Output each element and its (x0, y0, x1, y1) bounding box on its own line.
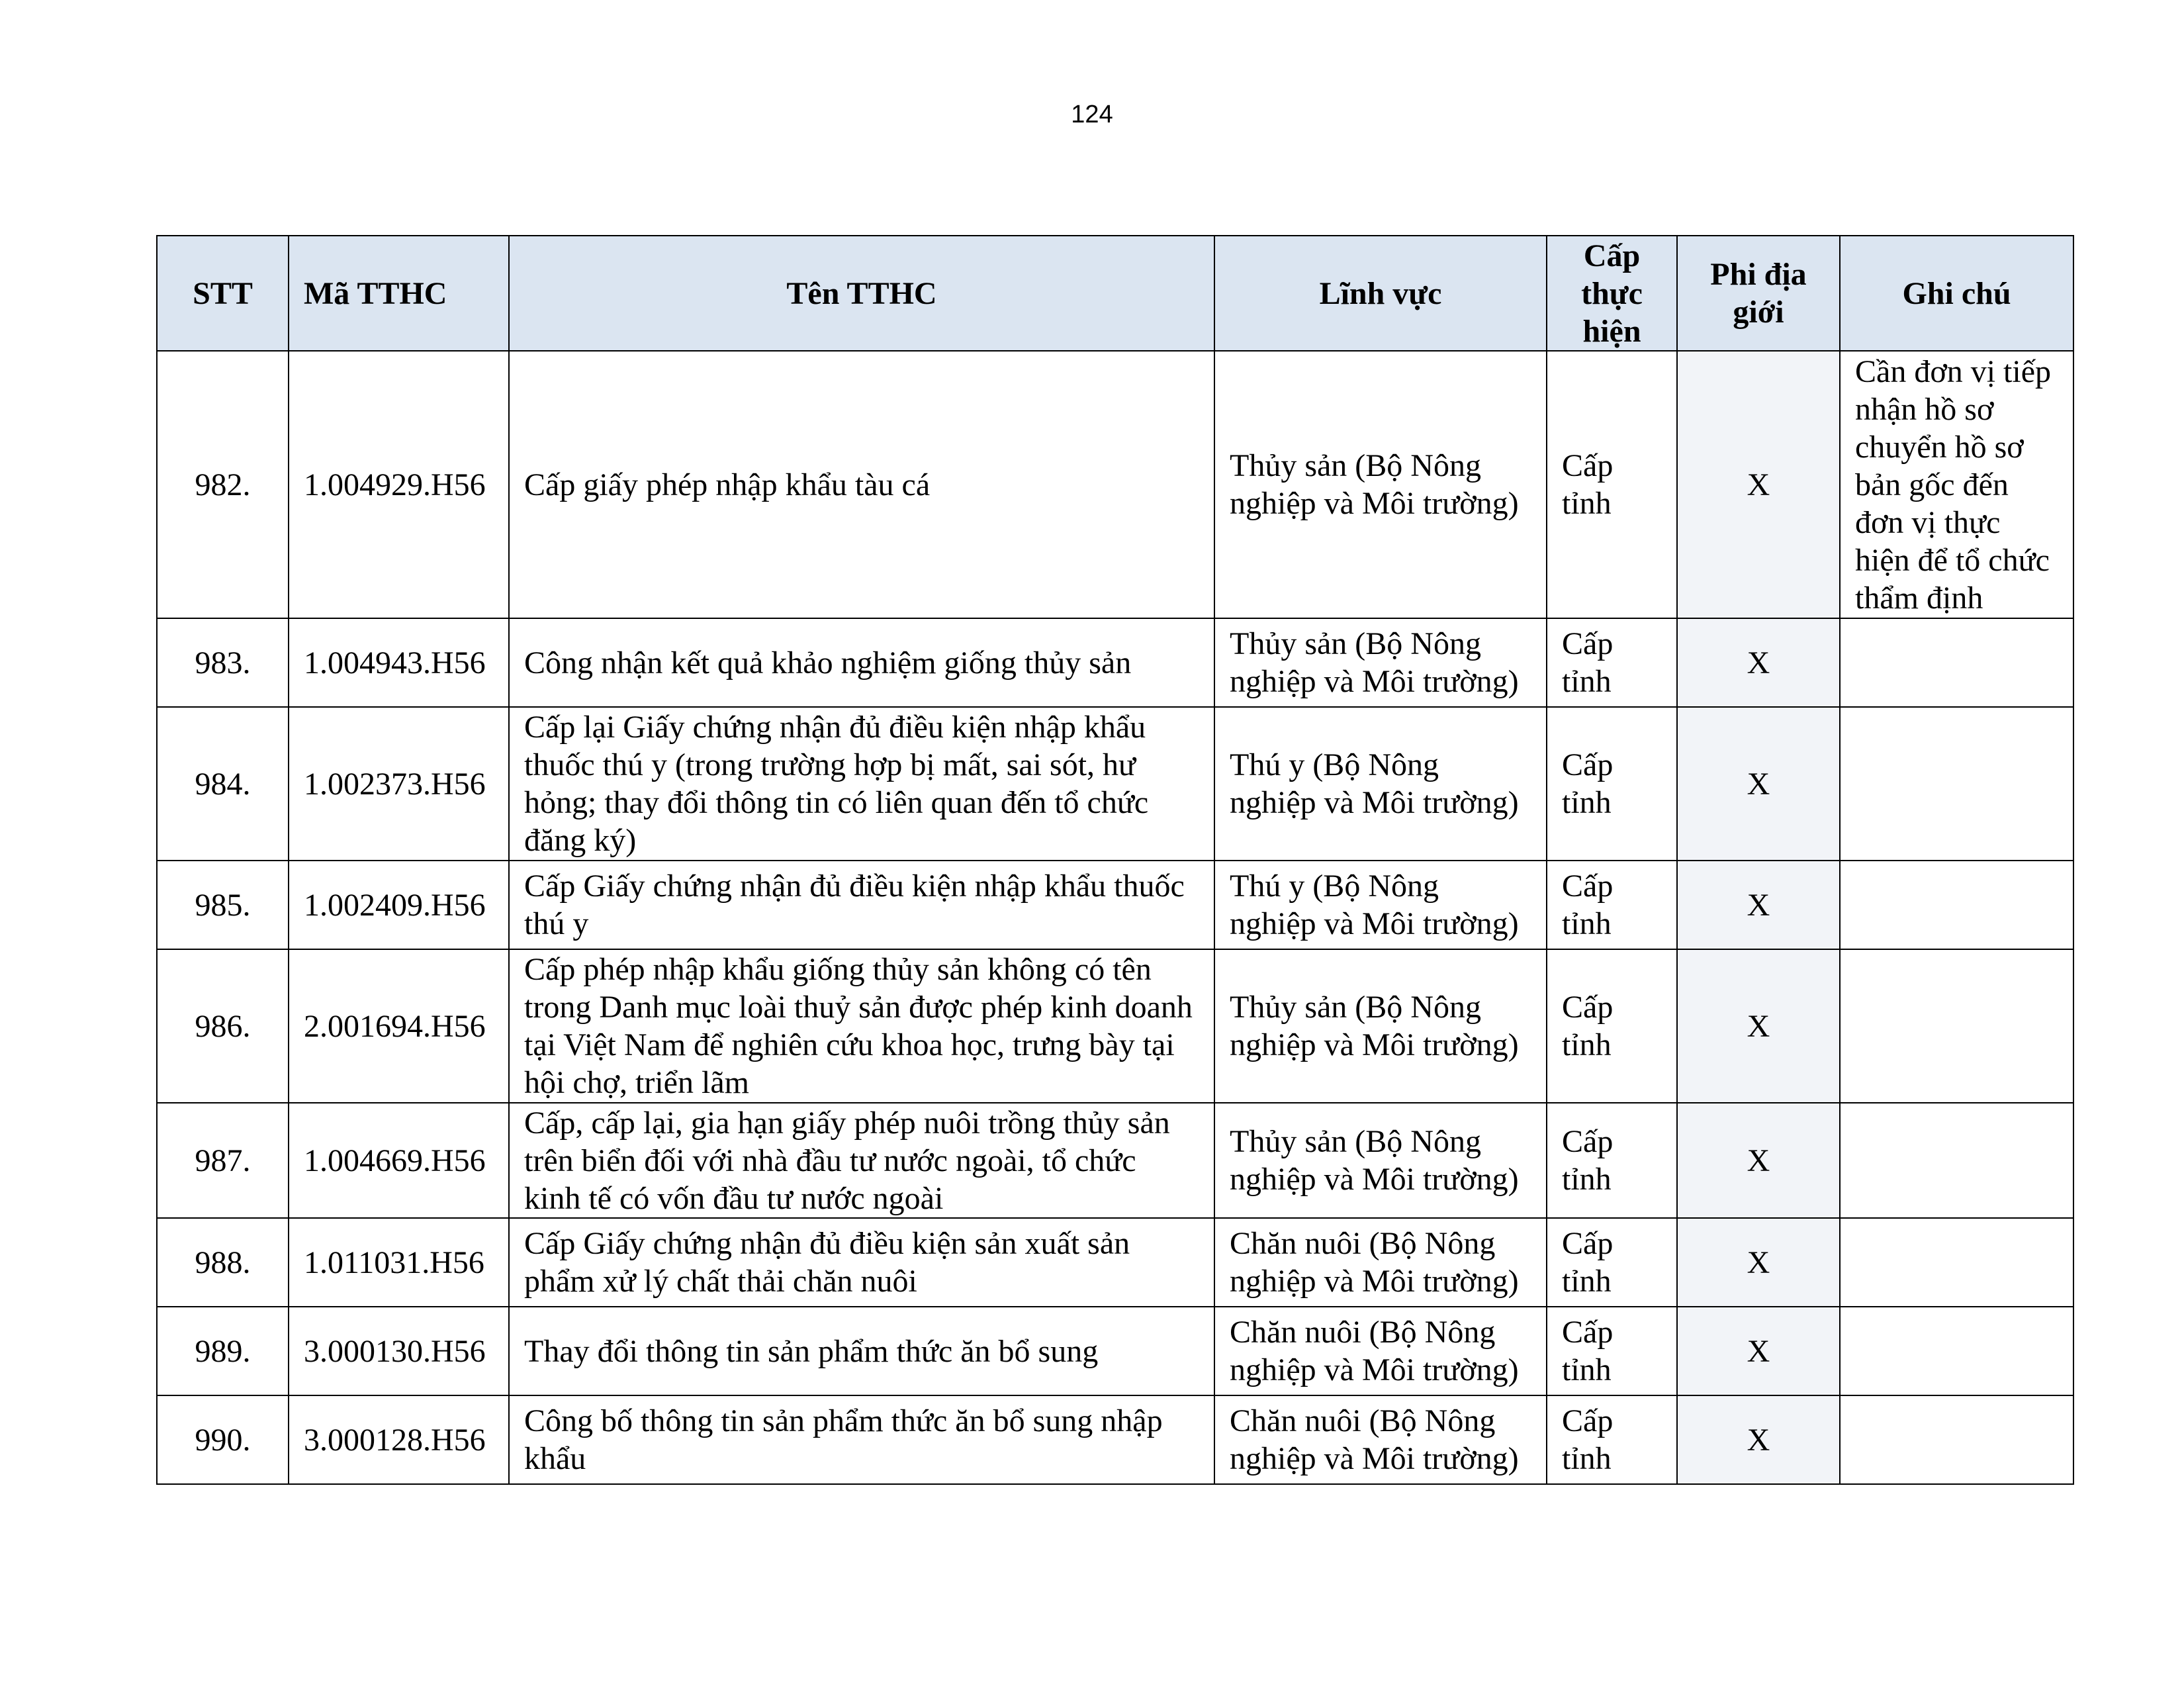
header-ghi-chu: Ghi chú (1840, 236, 2073, 351)
cell-cap-thuc-hien: Cấp tỉnh (1547, 707, 1677, 861)
cell-phi-dia-gioi: X (1677, 1395, 1840, 1484)
cell-phi-dia-gioi: X (1677, 707, 1840, 861)
cell-linh-vuc: Thú y (Bộ Nông nghiệp và Môi trường) (1214, 707, 1547, 861)
cell-ten-tthc: Cấp lại Giấy chứng nhận đủ điều kiện nhập khẩu thuốc thú y (trong trường hợp bị mất, sai sót, hư hỏng; thay đổi thông tin có liên quan đến tổ chức đăng ký) (509, 707, 1214, 861)
cell-stt: 986. (157, 949, 289, 1103)
cell-cap-thuc-hien: Cấp tỉnh (1547, 1103, 1677, 1218)
cell-ghi-chu (1840, 861, 2073, 949)
header-ten-tthc: Tên TTHC (509, 236, 1214, 351)
cell-phi-dia-gioi: X (1677, 949, 1840, 1103)
cell-ghi-chu (1840, 618, 2073, 707)
cell-ghi-chu: Cần đơn vị tiếp nhận hồ sơ chuyển hồ sơ bản gốc đến đơn vị thực hiện để tổ chức thẩm định (1840, 351, 2073, 618)
header-ma-tthc: Mã TTHC (289, 236, 509, 351)
cell-linh-vuc: Chăn nuôi (Bộ Nông nghiệp và Môi trường) (1214, 1395, 1547, 1484)
cell-ma-tthc: 1.011031.H56 (289, 1218, 509, 1307)
cell-ma-tthc: 1.004669.H56 (289, 1103, 509, 1218)
cell-linh-vuc: Thủy sản (Bộ Nông nghiệp và Môi trường) (1214, 949, 1547, 1103)
cell-ten-tthc: Cấp giấy phép nhập khẩu tàu cá (509, 351, 1214, 618)
cell-stt: 988. (157, 1218, 289, 1307)
header-phi-dia-gioi: Phi địa giới (1677, 236, 1840, 351)
cell-stt: 989. (157, 1307, 289, 1395)
cell-cap-thuc-hien: Cấp tỉnh (1547, 949, 1677, 1103)
cell-ten-tthc: Công nhận kết quả khảo nghiệm giống thủy sản (509, 618, 1214, 707)
cell-ten-tthc: Cấp Giấy chứng nhận đủ điều kiện nhập khẩu thuốc thú y (509, 861, 1214, 949)
cell-ma-tthc: 2.001694.H56 (289, 949, 509, 1103)
cell-ma-tthc: 3.000130.H56 (289, 1307, 509, 1395)
cell-linh-vuc: Chăn nuôi (Bộ Nông nghiệp và Môi trường) (1214, 1307, 1547, 1395)
table-row (157, 618, 2073, 707)
page-number: 124 (1071, 101, 1113, 128)
cell-ten-tthc: Cấp, cấp lại, gia hạn giấy phép nuôi trồng thủy sản trên biển đối với nhà đầu tư nước ngoài, tổ chức kinh tế có vốn đầu tư nước ngoài (509, 1103, 1214, 1218)
cell-stt: 990. (157, 1395, 289, 1484)
cell-ghi-chu (1840, 1103, 2073, 1218)
cell-ten-tthc: Thay đổi thông tin sản phẩm thức ăn bổ sung (509, 1307, 1214, 1395)
header-stt: STT (157, 236, 289, 351)
table-row (157, 861, 2073, 949)
cell-linh-vuc: Thủy sản (Bộ Nông nghiệp và Môi trường) (1214, 351, 1547, 618)
cell-cap-thuc-hien: Cấp tỉnh (1547, 1218, 1677, 1307)
table-row (157, 1307, 2073, 1395)
cell-linh-vuc: Thủy sản (Bộ Nông nghiệp và Môi trường) (1214, 1103, 1547, 1218)
cell-phi-dia-gioi: X (1677, 1218, 1840, 1307)
cell-stt: 987. (157, 1103, 289, 1218)
cell-phi-dia-gioi: X (1677, 1307, 1840, 1395)
cell-ghi-chu (1840, 1395, 2073, 1484)
cell-ma-tthc: 3.000128.H56 (289, 1395, 509, 1484)
cell-cap-thuc-hien: Cấp tỉnh (1547, 1307, 1677, 1395)
cell-ma-tthc: 1.002409.H56 (289, 861, 509, 949)
cell-stt: 985. (157, 861, 289, 949)
cell-cap-thuc-hien: Cấp tỉnh (1547, 351, 1677, 618)
cell-ma-tthc: 1.004929.H56 (289, 351, 509, 618)
table-row (157, 949, 2073, 1103)
cell-stt: 984. (157, 707, 289, 861)
cell-ghi-chu (1840, 1218, 2073, 1307)
header-linh-vuc: Lĩnh vực (1214, 236, 1547, 351)
cell-phi-dia-gioi: X (1677, 861, 1840, 949)
cell-linh-vuc: Thủy sản (Bộ Nông nghiệp và Môi trường) (1214, 618, 1547, 707)
cell-ghi-chu (1840, 707, 2073, 861)
cell-ten-tthc: Cấp phép nhập khẩu giống thủy sản không có tên trong Danh mục loài thuỷ sản được phép kinh doanh tại Việt Nam để nghiên cứu khoa học, trưng bày tại hội chợ, triển lãm (509, 949, 1214, 1103)
table-row (157, 351, 2073, 618)
table-row (157, 707, 2073, 861)
cell-ghi-chu (1840, 949, 2073, 1103)
header-cap-thuc-hien: Cấp thực hiện (1547, 236, 1677, 351)
cell-cap-thuc-hien: Cấp tỉnh (1547, 1395, 1677, 1484)
cell-ten-tthc: Công bố thông tin sản phẩm thức ăn bổ sung nhập khẩu (509, 1395, 1214, 1484)
cell-phi-dia-gioi: X (1677, 618, 1840, 707)
cell-ten-tthc: Cấp Giấy chứng nhận đủ điều kiện sản xuất sản phẩm xử lý chất thải chăn nuôi (509, 1218, 1214, 1307)
procedures-table (156, 235, 2074, 1485)
cell-ghi-chu (1840, 1307, 2073, 1395)
table-row (157, 1103, 2073, 1218)
table-header-row (157, 236, 2073, 351)
cell-phi-dia-gioi: X (1677, 1103, 1840, 1218)
cell-stt: 983. (157, 618, 289, 707)
cell-cap-thuc-hien: Cấp tỉnh (1547, 861, 1677, 949)
cell-ma-tthc: 1.002373.H56 (289, 707, 509, 861)
cell-stt: 982. (157, 351, 289, 618)
table-row (157, 1395, 2073, 1484)
cell-linh-vuc: Chăn nuôi (Bộ Nông nghiệp và Môi trường) (1214, 1218, 1547, 1307)
cell-phi-dia-gioi: X (1677, 351, 1840, 618)
cell-linh-vuc: Thú y (Bộ Nông nghiệp và Môi trường) (1214, 861, 1547, 949)
cell-cap-thuc-hien: Cấp tỉnh (1547, 618, 1677, 707)
table-row (157, 1218, 2073, 1307)
cell-ma-tthc: 1.004943.H56 (289, 618, 509, 707)
